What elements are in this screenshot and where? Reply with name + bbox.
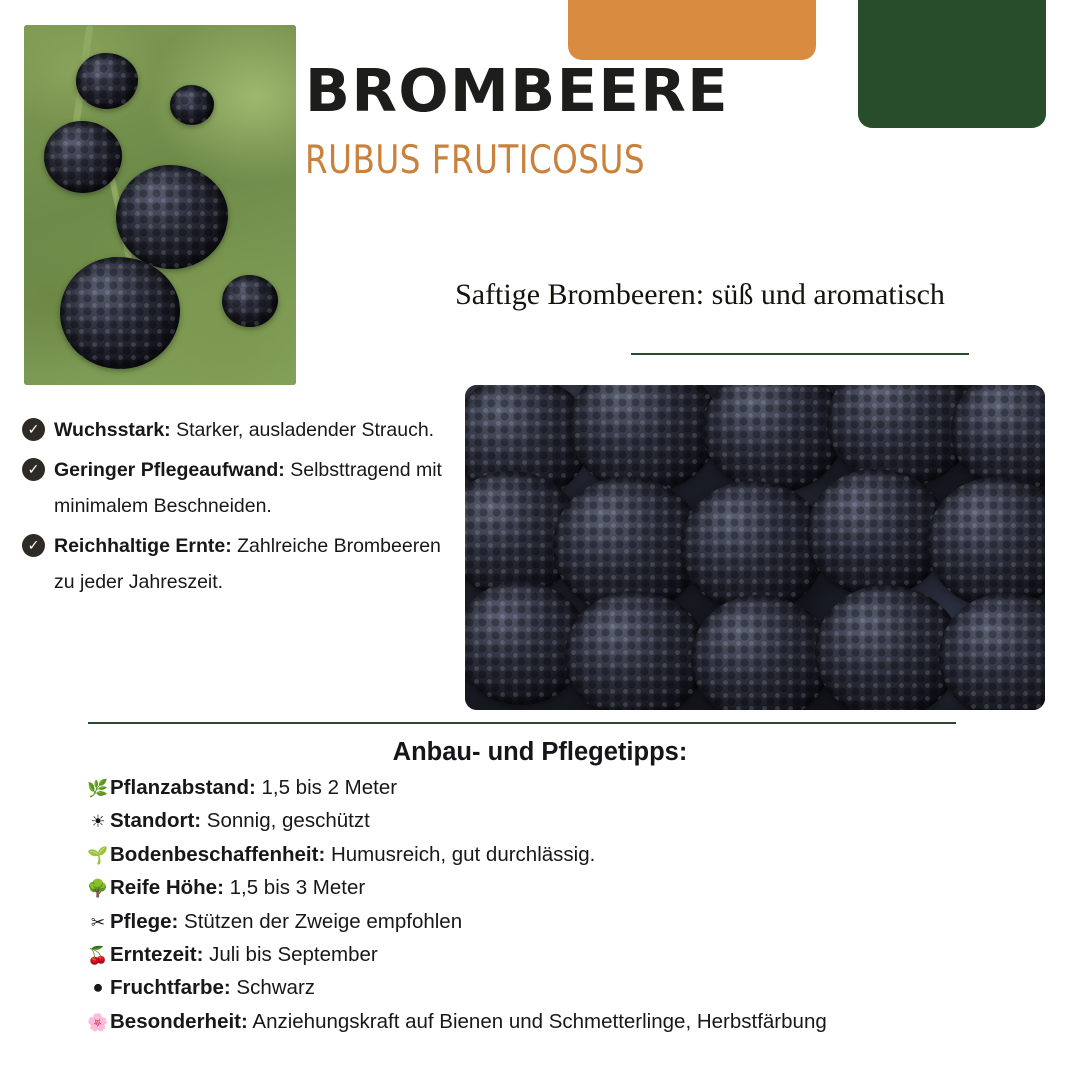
tip-label: Fruchtfarbe:: [110, 976, 231, 1000]
check-circle-icon: ✓: [22, 418, 45, 441]
check-circle-icon: ✓: [22, 458, 45, 481]
tips-divider: [88, 722, 956, 724]
tagline-divider: [631, 353, 969, 355]
tip-value: Juli bis September: [203, 943, 378, 967]
list-item: [86, 805, 1026, 838]
hero-berry: [222, 275, 278, 327]
tip-value: 1,5 bis 2 Meter: [255, 776, 398, 799]
feature-body: Zahlreiche Brombeeren zu jeder Jahreszeit.: [54, 535, 441, 593]
hero-berry: [60, 257, 180, 369]
tip-label: Erntezeit:: [110, 943, 204, 967]
feature-body: Starker, ausladender Strauch.: [170, 419, 435, 441]
sun-icon: ☀: [90, 812, 106, 833]
blossom-icon: 🌸: [87, 1012, 109, 1033]
tree-icon: 🌳: [87, 879, 109, 900]
hero-berry: [170, 85, 214, 125]
page-subtitle: RUBUS FRUTICOSUS: [305, 138, 646, 183]
tip-label: Reife Höhe:: [110, 876, 224, 900]
list-item: [86, 972, 1026, 1005]
orange-decor-shape: [568, 0, 816, 60]
tagline: Saftige Brombeeren: süß und aromatisch: [455, 278, 945, 311]
closeup-berry: [565, 591, 707, 710]
feature-body: Selbsttragend mit minimalem Beschneiden.: [54, 459, 442, 517]
tip-label: Standort:: [110, 809, 202, 833]
herb-icon: 🌿: [87, 779, 109, 799]
list-item: [22, 528, 450, 600]
feature-text: [54, 528, 450, 600]
scissors-icon: ✂: [90, 912, 106, 933]
tip-value: Sonnig, geschützt: [201, 809, 370, 833]
tip-value: Schwarz: [230, 976, 316, 1000]
tips-list: [86, 772, 1026, 1039]
feature-text: [54, 452, 450, 524]
check-circle-icon: ✓: [22, 534, 45, 557]
closeup-berry: [681, 481, 827, 613]
hero-blackberry-photo: [24, 25, 296, 385]
feature-text: [54, 412, 434, 448]
feature-label: Wuchsstark:: [54, 419, 171, 441]
list-item: [22, 412, 450, 448]
tip-value: 1,5 bis 3 Meter: [223, 876, 366, 900]
closeup-berry: [807, 469, 947, 597]
tip-label: Bodenbeschaffenheit:: [110, 842, 326, 866]
list-item: [86, 872, 1026, 905]
cherries-icon: 🍒: [87, 946, 109, 967]
feature-label: Geringer Pflegeaufwand:: [54, 459, 285, 481]
page-title: BROMBEERE: [305, 56, 730, 125]
list-item: [86, 772, 1026, 805]
tip-label: Besonderheit:: [110, 1009, 248, 1033]
list-item: [86, 839, 1026, 872]
list-item: [86, 939, 1026, 972]
tip-value: Stützen der Zweige empfohlen: [178, 909, 463, 933]
hero-berry: [76, 53, 138, 109]
black-circle-icon: ⚫: [90, 979, 106, 1000]
feature-list: [22, 412, 450, 604]
blackberries-closeup-photo: [465, 385, 1045, 710]
tip-label: Pflanzabstand:: [110, 776, 256, 799]
green-decor-shape: [858, 0, 1046, 128]
list-item: [22, 452, 450, 524]
list-item: [86, 1006, 1026, 1039]
hero-berry: [44, 121, 122, 193]
tip-value: Anziehungskraft auf Bienen und Schmetterlinge, Herbstfärbung: [247, 1009, 827, 1033]
tips-title: Anbau- und Pflegetipps:: [392, 738, 688, 766]
tip-value: Humusreich, gut durchlässig.: [325, 842, 596, 866]
feature-label: Reichhaltige Ernte:: [54, 535, 232, 557]
list-item: [86, 906, 1026, 939]
tip-label: Pflege:: [110, 909, 179, 933]
seedling-icon: 🌱: [87, 845, 109, 866]
hero-berry: [116, 165, 228, 269]
